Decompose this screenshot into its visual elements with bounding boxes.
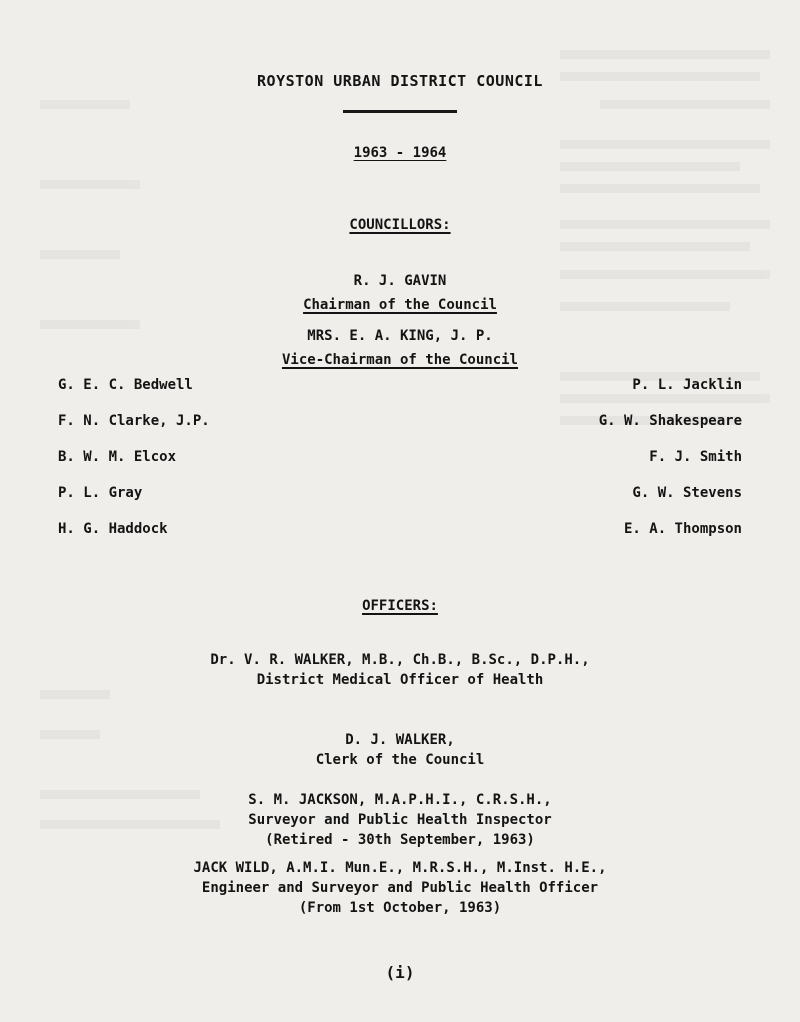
vice-chairman-title: Vice-Chairman of the Council xyxy=(281,352,518,368)
councillors-heading: COUNCILLORS: xyxy=(349,217,451,233)
officer-role: Clerk of the Council xyxy=(315,752,485,768)
council-name: ROYSTON URBAN DISTRICT COUNCIL xyxy=(257,72,543,90)
councillors-left-column xyxy=(58,367,210,547)
heading-rule xyxy=(343,110,457,113)
councillor-name: G. W. Shakespeare xyxy=(598,413,742,429)
councillor-name: H. G. Haddock xyxy=(58,521,168,537)
officer-note: (From 1st October, 1963) xyxy=(298,900,502,916)
councillor-name: G. E. C. Bedwell xyxy=(58,377,193,393)
page-number: (i) xyxy=(385,963,415,982)
councillors-right-column xyxy=(599,367,742,547)
chairman-title: Chairman of the Council xyxy=(303,297,497,313)
vice-chairman-name: MRS. E. A. KING, J. P. xyxy=(307,328,493,344)
officers-heading: OFFICERS: xyxy=(362,598,438,614)
chairman-name: R. J. GAVIN xyxy=(353,273,447,289)
officer-entry xyxy=(0,858,800,918)
officer-entry xyxy=(0,650,800,690)
officer-role: Engineer and Surveyor and Public Health Officer xyxy=(201,880,599,896)
officer-name: JACK WILD, A.M.I. Mun.E., M.R.S.H., M.Inst. H.E., xyxy=(193,860,607,876)
councillor-name: P. L. Gray xyxy=(58,485,143,501)
officer-entry xyxy=(0,730,800,770)
officer-name: Dr. V. R. WALKER, M.B., Ch.B., B.Sc., D.P.H., xyxy=(210,652,590,668)
councillor-name: F. J. Smith xyxy=(649,449,742,465)
officer-role: Surveyor and Public Health Inspector xyxy=(248,812,552,828)
councillor-name: E. A. Thompson xyxy=(623,521,742,537)
officer-name: D. J. WALKER, xyxy=(345,732,455,748)
officer-entry xyxy=(0,790,800,850)
officer-name: S. M. JACKSON, M.A.P.H.I., C.R.S.H., xyxy=(248,792,552,808)
councillor-name: G. W. Stevens xyxy=(632,485,742,501)
officer-role: District Medical Officer of Health xyxy=(256,672,544,688)
councillor-name: P. L. Jacklin xyxy=(632,377,742,393)
year-range: 1963 - 1964 xyxy=(353,145,447,161)
councillor-name: F. N. Clarke, J.P. xyxy=(58,413,210,429)
councillor-name: B. W. M. Elcox xyxy=(58,449,177,465)
officer-note: (Retired - 30th September, 1963) xyxy=(265,832,535,848)
